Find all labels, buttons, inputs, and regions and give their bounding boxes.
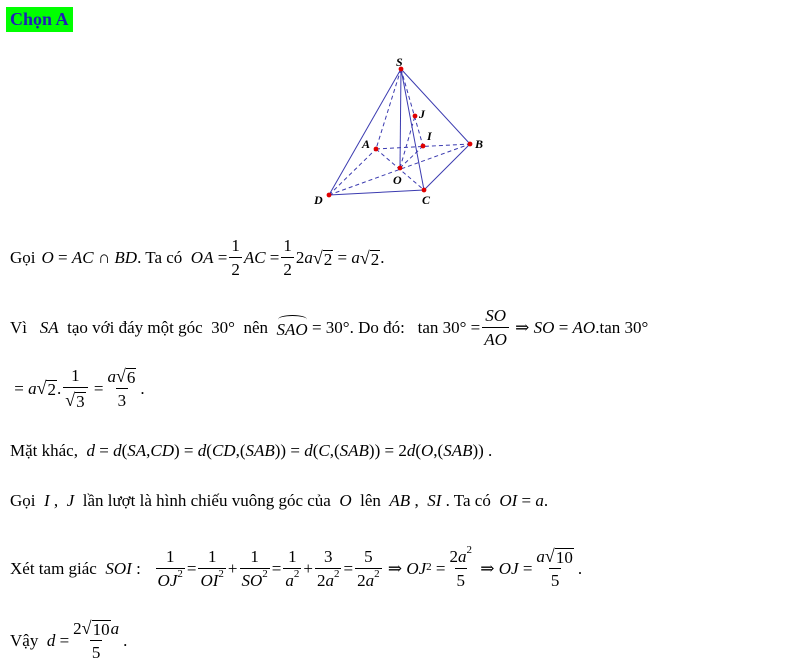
point-B xyxy=(468,142,473,147)
label-B: B xyxy=(475,137,484,151)
label-J: J xyxy=(419,107,425,121)
answer-badge: Chọn A xyxy=(6,7,73,32)
line-3: = a √ 2 . 1 √ 3 = a √ 6 3 . xyxy=(10,366,145,411)
edge-SC xyxy=(401,69,424,190)
edge-SO xyxy=(400,69,401,168)
line-6: Xét tam giác SOI : $\frac{1}{OJ^2}$ = $\frac{1}{OI^2}$ + $\frac{1}{SO^2}$ = $\frac{1}{a^2}$ + $\frac{3}{2a^2}$ = $\frac{5}{2a^2}$ ⇒ OJ $^2$ = $\frac{2a^2}{5}$ ⇒ OJ = a √ 10 5 . xyxy=(10,543,583,590)
edge-DC xyxy=(329,190,424,195)
label-O: O xyxy=(393,173,402,187)
point-A xyxy=(374,147,379,152)
line-7: Vậy d = 2 √ 10 a 5 . xyxy=(10,618,128,662)
edge-SA xyxy=(376,69,401,149)
line-1: Gọi O = AC ∩ BD . Ta có OA = $\frac{1}{2}$ AC = $\frac{1}{2}$ 2 a √ 2 = a √ 2 . xyxy=(10,236,385,279)
label-I: I xyxy=(427,129,432,143)
point-O xyxy=(398,166,403,171)
line-4: Mặt khác, d = d ( SA , CD ) = d ( CD ,( SAB )) = d ( C ,( SAB )) = 2 d ( O ,( SAB )) . xyxy=(10,441,493,460)
label-A: A xyxy=(362,137,371,151)
point-C xyxy=(422,188,427,193)
label-C: C xyxy=(422,193,431,207)
point-I xyxy=(421,144,426,149)
pyramid-figure xyxy=(300,52,500,212)
edge-CB xyxy=(424,144,470,190)
point-D xyxy=(327,193,332,198)
line-5: Gọi I , J lần lượt là hình chiếu vuông góc của O lên AB , SI . Ta có OI = a . xyxy=(10,491,549,510)
label-S: S xyxy=(396,55,403,69)
edge-DA xyxy=(329,149,376,195)
point-J xyxy=(413,114,418,119)
edge-SD xyxy=(329,69,401,195)
label-D: D xyxy=(314,193,323,207)
line-2: Vì SA tạo với đáy một góc 30° nên SAO = 30° . Do đó: tan 30° = $\frac{SO}{AO}$ ⇒ SO = AO .tan 30° xyxy=(10,306,649,349)
